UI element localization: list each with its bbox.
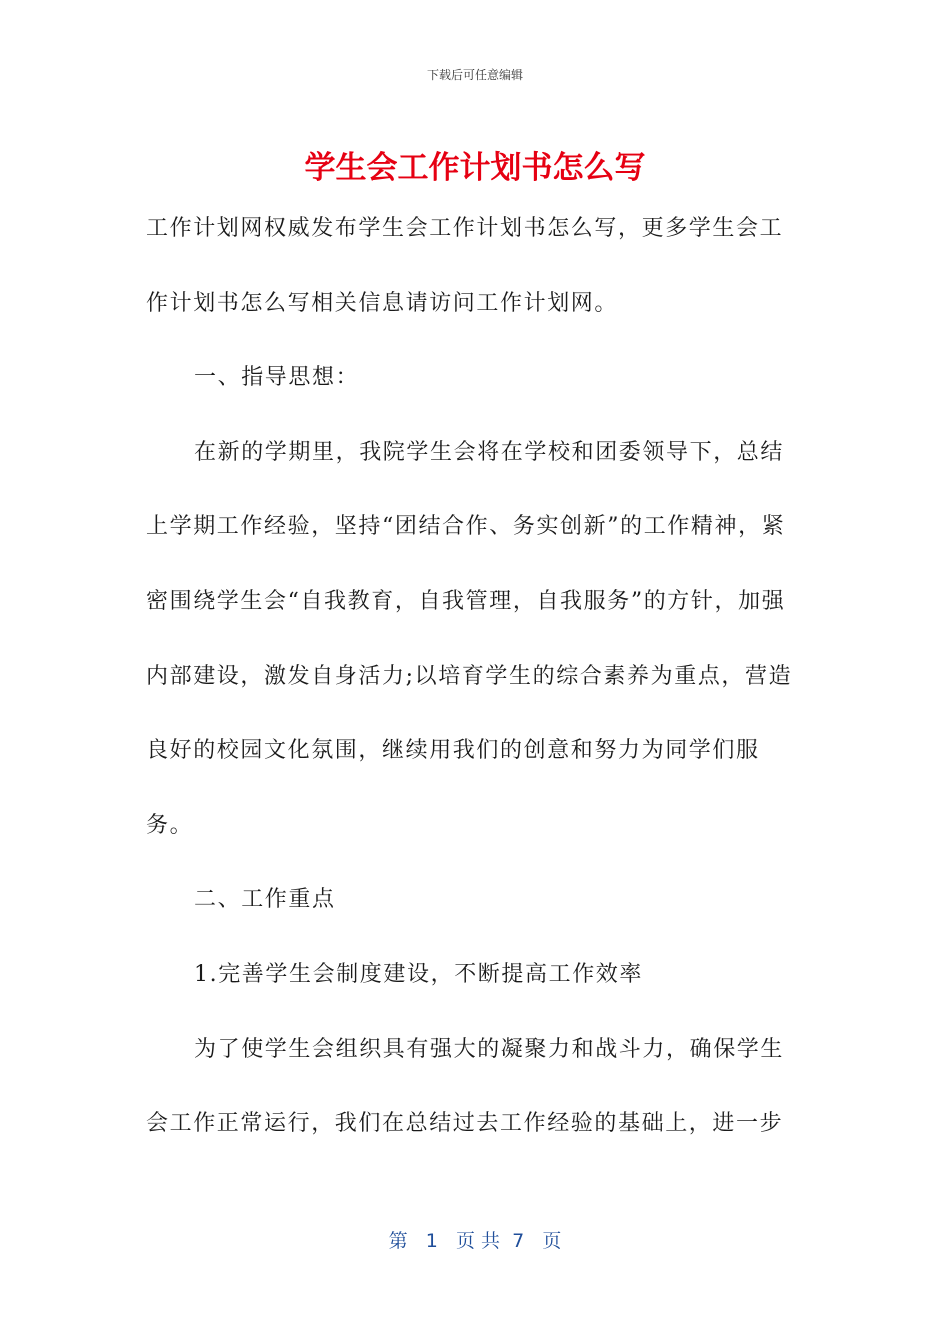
paragraph-system-building: 为了使学生会组织具有强大的凝聚力和战斗力，确保学生会工作正常运行，我们在总结过去工作经验的基础上，进一步 — [146, 1036, 785, 1137]
footer-label-page: 第 — [388, 1230, 408, 1252]
header-note: 下载后可任意编辑 — [426, 68, 523, 82]
footer-label-end: 页 — [542, 1230, 562, 1252]
document-title: 学生会工作计划书怎么写 — [304, 150, 646, 186]
paragraph-intro: 工作计划网权威发布学生会工作计划书怎么写，更多学生会工作计划书怎么写相关信息请访问工作计划网。 — [146, 216, 784, 316]
footer-total-pages: 7 — [512, 1230, 525, 1252]
heading-work-focus: 二、工作重点 — [194, 887, 336, 913]
document-body — [146, 192, 796, 1162]
footer-label-of: 页 共 — [455, 1230, 501, 1252]
subheading-system-building: 1.完善学生会制度建设，不断提高工作效率 — [194, 961, 643, 987]
page-footer — [0, 1226, 950, 1253]
heading-guiding-thought: 一、指导思想： — [194, 365, 360, 391]
paragraph-guiding-thought: 在新的学期里，我院学生会将在学校和团委领导下，总结上学期工作经验，坚持“团结合作、务实创新”的工作精神，紧密围绕学生会“自我教育，自我管理，自我服务”的方针，加强内部建设，激发自身活力;以培育学生的综合素养为重点，营造良好的校园文化氛围，继续用我们的创意和努力为同学们服务。 — [146, 439, 793, 838]
footer-current-page: 1 — [425, 1230, 438, 1252]
